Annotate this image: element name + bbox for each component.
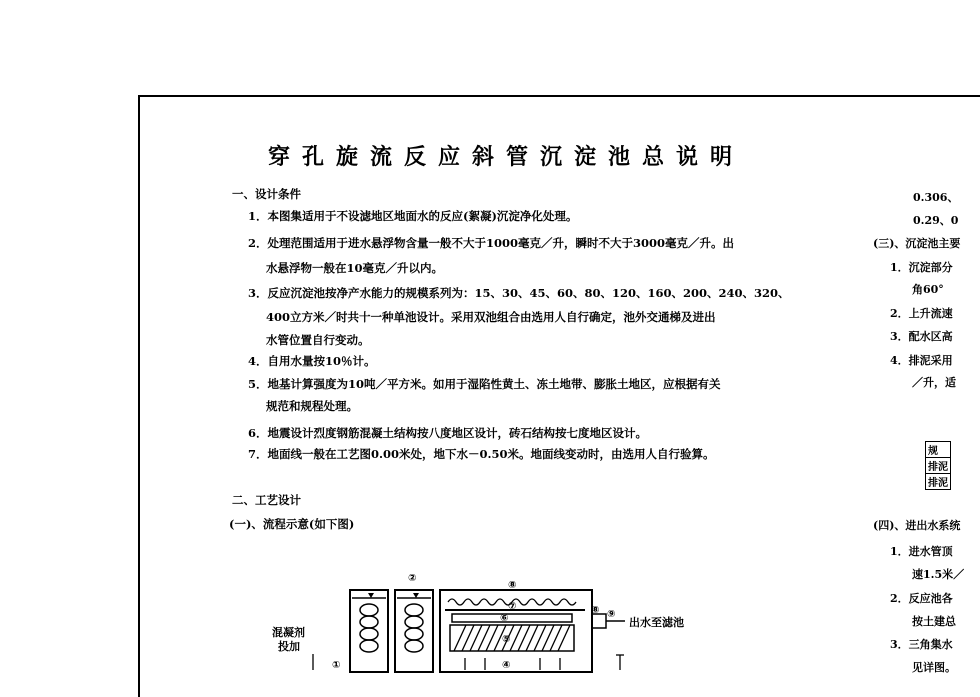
- coagulant-label: 混凝剂: [272, 626, 305, 639]
- right-text: (三)、沉淀池主要: [873, 237, 961, 250]
- coagulant-label: 投加: [278, 640, 300, 653]
- table-cell: 排泥: [926, 458, 951, 474]
- condition-item: 水管位置自行变动。: [266, 333, 370, 347]
- marker: ⑦: [508, 601, 517, 612]
- right-text: 3．三角集水: [890, 638, 953, 651]
- marker: ⑧: [591, 605, 600, 616]
- table-cell: 规: [926, 442, 951, 458]
- table-cell: 排泥: [926, 474, 951, 490]
- section2-heading: 二、工艺设计: [232, 493, 301, 507]
- condition-item: 水悬浮物一般在10毫克／升以内。: [266, 261, 444, 275]
- right-text: 角60°: [912, 283, 944, 296]
- condition-item: 3．反应沉淀池按净产水能力的规模系列为：15、30、45、60、80、120、160、200、240、320、: [248, 286, 790, 300]
- marker: ①: [332, 660, 341, 671]
- right-text: 3．配水区高: [890, 330, 953, 343]
- marker: ②: [408, 573, 417, 584]
- condition-item: 400立方米／时共十一种单池设计。采用双池组合由选用人自行确定，池外交通梯及进出: [266, 310, 716, 324]
- outlet-label: 出水至滤池: [629, 616, 684, 629]
- right-text: 1．沉淀部分: [890, 261, 953, 274]
- condition-item: 4．自用水量按10％计。: [248, 354, 376, 368]
- right-text: (四)、进出水系统: [873, 519, 961, 532]
- right-text: 速1.5米／: [912, 568, 965, 581]
- right-text: 见详图。: [912, 661, 956, 674]
- marker: ⑥: [500, 613, 509, 624]
- condition-item: 7．地面线一般在工艺图0.00米处，地下水－0.50米。地面线变动时，由选用人自行验算。: [248, 447, 715, 461]
- marker: ④: [502, 660, 511, 671]
- condition-item: 2．处理范围适用于进水悬浮物含量一般不大于1000毫克／升，瞬时不大于3000毫克／升。出: [248, 236, 735, 250]
- right-text: 2．上升流速: [890, 307, 953, 320]
- drainage-table: [925, 441, 951, 490]
- right-text: 1．进水管顶: [890, 545, 953, 558]
- flow-diagram: [240, 570, 720, 672]
- swirl-coil: [360, 604, 423, 652]
- right-text: 0.306、: [913, 191, 959, 204]
- right-text: 2．反应池各: [890, 592, 953, 605]
- right-text: 0.29、0: [913, 214, 959, 227]
- right-text: 按土建总: [912, 615, 956, 628]
- condition-item: 1．本图集适用于不设滤地区地面水的反应(絮凝)沉淀净化处理。: [248, 209, 578, 223]
- marker: ⑨: [607, 609, 616, 620]
- marker: ⑧: [508, 580, 517, 591]
- condition-item: 规范和规程处理。: [266, 399, 358, 413]
- section1-heading: 一、设计条件: [232, 187, 301, 201]
- section2-subheading: (一)、流程示意(如下图): [229, 517, 355, 531]
- right-text: 4．排泥采用: [890, 354, 953, 367]
- reaction-tank-1: [350, 590, 388, 672]
- condition-item: 5．地基计算强度为10吨／平方米。如用于湿陷性黄土、冻土地带、膨胀土地区，应根据有关: [248, 377, 721, 391]
- condition-item: 6．地震设计烈度钢筋混凝土结构按八度地区设计，砖石结构按七度地区设计。: [248, 426, 647, 440]
- reaction-tank-2: [395, 590, 433, 672]
- marker: ⑤: [502, 634, 511, 645]
- right-text: ／升，适: [912, 376, 956, 389]
- page-title: 穿孔旋流反应斜管沉淀池总说明: [268, 144, 745, 170]
